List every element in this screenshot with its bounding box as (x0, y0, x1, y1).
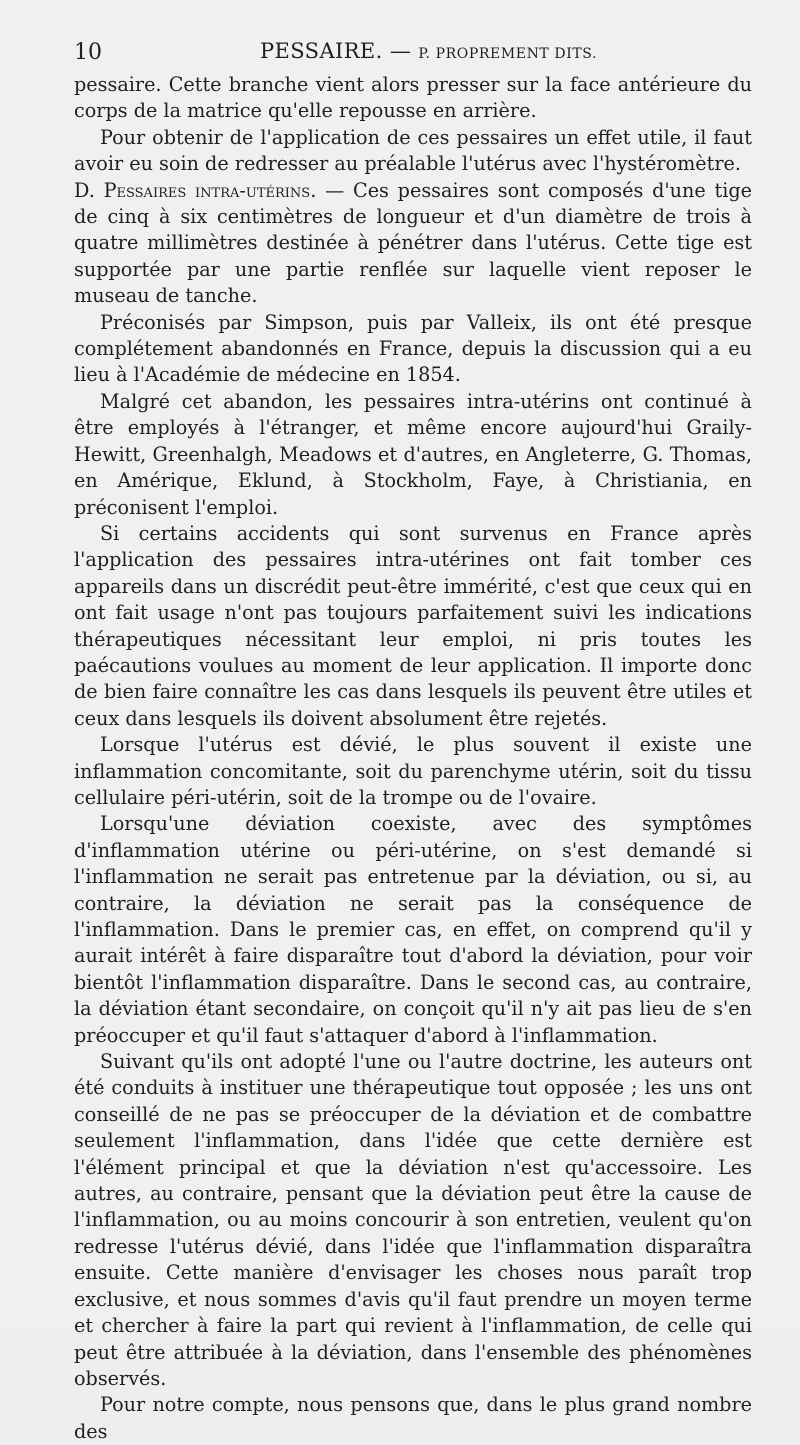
paragraph-9 (74, 1049, 752, 1392)
running-head-subtitle: P. PROPREMENT DITS. (418, 46, 598, 62)
paragraph-text: Lorsque l'utérus est dévié, le plus souvent il existe une inflammation concomitante, soit du parenchyme utérin, soit du tissu cellulaire péri-utérin, soit de la trompe ou de l'ovaire. (74, 733, 752, 809)
page-header (74, 36, 752, 72)
paragraph-text: Préconisés par Simpson, puis par Valleix, ils ont été presque complétement abandonnés en France, depuis la discussion qui a eu lieu à l'Académie de médecine en 1854. (74, 310, 752, 387)
paragraph-text: — Ces pessaires sont composés d'une tige de cinq à six centimètres de longueur et d'un diamètre de trois à quatre millimètres destinée à pénétrer dans l'utérus. Cette tige est supportée par une partie renflée sur laquelle vient reposer le museau de tanche. (74, 178, 752, 308)
paragraph-text: pessaire. Cette branche vient alors presser sur la face antérieure du corps de la matrice qu'elle repousse en arrière. (74, 73, 752, 123)
page-number: 10 (74, 40, 102, 65)
paragraph-1 (74, 72, 752, 125)
paragraph-10 (74, 1392, 752, 1445)
paragraph-text: Si certains accidents qui sont survenus en France après l'application des pessaires intra-utérines ont fait tomber ces appareils dans un discrédit peut-être immérité, c'est que ceux qui en ont fait usage n'ont pas toujours parfaitement suivi les indications thérapeutiques nécessitant leur emploi, ni pris toutes les paécautions voulues au moment de leur application. Il importe donc de bien faire connaître les cas dans lesquels ils peuvent être utiles et ceux dans lesquels ils doivent absolument être rejetés. (74, 521, 752, 730)
running-head-dash: — (382, 39, 419, 63)
paragraph-text: Suivant qu'ils ont adopté l'une ou l'autre doctrine, les auteurs ont été conduits à instituer une thérapeutique tout opposée ; les uns ont conseillé de ne pas se préoccuper de la déviation et de combattre seulement l'inflammation, dans l'idée que cette dernière est l'élément principal et que la déviation n'est qu'accessoire. Les autres, au contraire, pensant que la déviation peut être la cause de l'inflammation, ou au moins concourir à son entretien, veulent qu'on redresse l'utérus dévié, dans l'idée que l'inflammation disparaîtra ensuite. Cette manière d'envisager les choses nous paraît trop exclusive, et nous sommes d'avis qu'il faut prendre un moyen terme et chercher à faire la part qui revient à l'inflammation, de celle qui peut être attribuée à la déviation, dans l'ensemble des phénomènes observés. (74, 1050, 752, 1390)
paragraph-6 (74, 521, 752, 732)
paragraph-4 (74, 310, 752, 389)
paragraph-8 (74, 811, 752, 1049)
paragraph-text: Lorsqu'une déviation coexiste, avec des symptômes d'inflammation utérine ou péri-utérine, on s'est demandé si l'inflammation ne serait pas entretenue par la déviation, ou si, au contraire, la déviation ne serait pas la conséquence de l'inflammation. Dans le premier cas, en effet, on comprend qu'il y aurait intérêt à faire disparaître tout d'abord la déviation, pour voir bientôt l'inflammation disparaître. Dans le second cas, au contraire, la déviation étant secondaire, on conçoit qu'il n'y ait pas lieu de s'en préoccuper et qu'il faut s'attaquer d'abord à l'inflammation. (74, 812, 752, 1047)
section-heading: D. Pessaires intra-utérins. (74, 178, 317, 202)
paragraph-5 (74, 389, 752, 521)
body-text (74, 72, 752, 1445)
paragraph-text: Malgré cet abandon, les pessaires intra-utérins ont continué à être employés à l'étranger, et même encore aujourd'hui Graily-Hewitt, Greenhalgh, Meadows et d'autres, en Angleterre, G. Thomas, en Amérique, Eklund, à Stockholm, Faye, à Christiania, en préconisent l'emploi. (74, 389, 752, 519)
paragraph-7 (74, 732, 752, 811)
running-head-title: PESSAIRE. (260, 39, 383, 63)
paragraph-text: Pour obtenir de l'application de ces pessaires un effet utile, il faut avoir eu soin de redresser au préalable l'utérus avec l'hystéromètre. (74, 125, 752, 176)
paragraph-2 (74, 125, 752, 178)
paragraph-text: Pour notre compte, nous pensons que, dans le plus grand nombre des (74, 1393, 752, 1443)
paragraph-3 (74, 178, 752, 310)
running-head (260, 39, 597, 63)
